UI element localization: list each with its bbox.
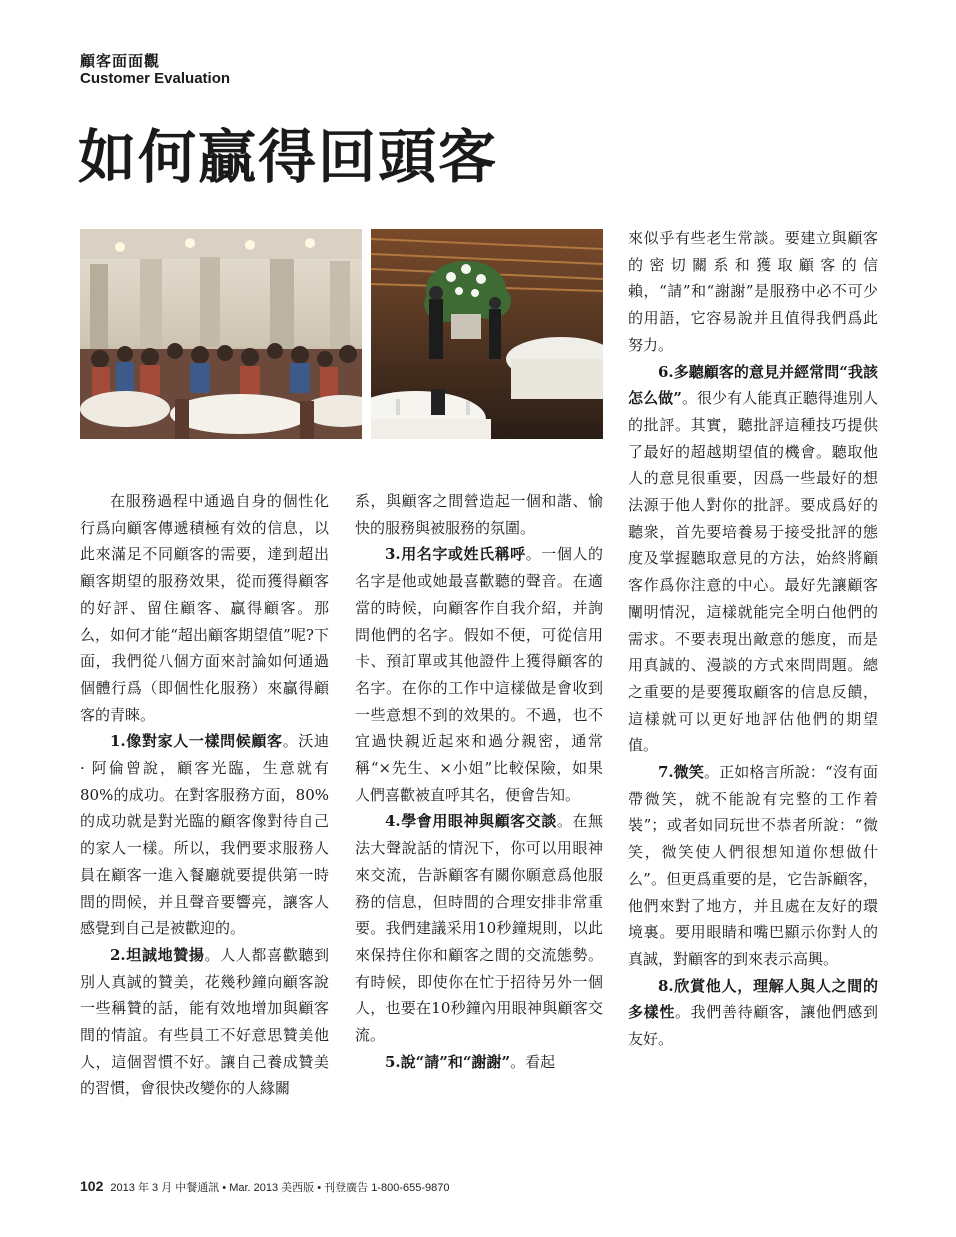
page-number: 102 xyxy=(80,1178,104,1194)
intro-paragraph: 在服務過程中通過自身的個性化行爲向顧客傳遞積極有效的信息，以此來滿足不同顧客的需要，達到超出顧客期望的服務效果，從而獲得顧客的好評、留住顧客、贏得顧客。那么，如何才能“超出顧客期望值”呢?下面，我們從八個方面來討論如何通過個體行爲（即個性化服務）來贏得顧客的青睞。 xyxy=(80,492,329,724)
tip-6-paragraph xyxy=(628,359,878,760)
tip-6-heading: 6.多聽顧客的意見并經常問“我該怎么做” xyxy=(628,362,878,408)
tip-2-continuation: 系，與顧客之間營造起一個和諧、愉快的服務與被服務的氛圍。 xyxy=(355,492,603,537)
tip-1-heading: 1.像對家人一樣問候顧客 xyxy=(110,732,283,751)
article-column-2 xyxy=(355,488,603,1075)
footer-text: 2013 年 3 月 中餐通訊 • Mar. 2013 美西版 • 刊登廣告 1-800-655-9870 xyxy=(110,1182,450,1194)
tip-4-heading: 4.學會用眼神與顧客交談 xyxy=(385,812,557,831)
tip-4-body: 。在無法大聲說話的情況下，你可以用眼神來交流，告訴顧客有關你願意爲他服務的信息，但時間的合理安排非常重要。我們建議采用10秒鐘規則，以此來保持住你和顧客之間的交流態勢。有時候，即使你在忙于招待另外一個人，也要在10秒鐘內用眼神與顧客交流。 xyxy=(355,812,603,1045)
tip-3-heading: 3.用名字或姓氏稱呼 xyxy=(385,545,526,564)
page-footer xyxy=(80,1178,449,1195)
restaurant-dining-room-photo xyxy=(371,229,603,439)
tip-8-heading: 8.欣賞他人，理解人與人之間的多樣性 xyxy=(628,976,878,1022)
section-label-zh: 顧客面面觀 xyxy=(80,52,161,70)
tip-3-body: 。一個人的名字是他或她最喜歡聽的聲音。在適當的時候，向顧客作自我介紹，并詢問他們的名字。假如不便，可從信用卡、預訂單或其他證件上獲得顧客的名字。在你的工作中這樣做是會收到一些意想不到的效果的。不過，也不宜過快親近起來和過分親密，通常稱“×先生、×小姐”比較保險，如果人們喜歡被直呼其名，便會告知。 xyxy=(355,545,603,804)
tip-7-heading: 7.微笑 xyxy=(658,763,705,782)
tip-2-body: 。人人都喜歡聽到別人真誠的贊美，花幾秒鐘向顧客說一些稱贊的話，能有效地增加與顧客間的情誼。有些員工不好意思贊美他人，這個習慣不好。讓自己養成贊美的習慣，會很快改變你的人緣關 xyxy=(80,945,329,1098)
tip-7-body: 。正如格言所說：“沒有面帶微笑，就不能說有完整的工作着裝”；或者如同玩世不恭者所說：“微笑，微笑使人們很想知道你想做什么”。但更爲重要的是，它告訴顧客，他們來對了地方，并且處在友好的環境裏。要用眼睛和嘴巴顯示你對人的真誠，對顧客的到來表示高興。 xyxy=(628,763,878,968)
tip-8-body: 。我們善待顧客，讓他們感到友好。 xyxy=(628,1003,878,1049)
tip-8-paragraph xyxy=(628,973,878,1053)
tip-5-body: 。看起 xyxy=(510,1052,556,1071)
tip-5-paragraph xyxy=(355,1049,603,1076)
tip-6-body: 。很少有人能真正聽得進別人的批評。其實，聽批評這種技巧提供了最好的超越期望值的機會。聽取他人的意見很重要，因爲一些最好的想法源于他人對你的批評。要成爲好的聽衆，首先要培養易于接受批評的態度及掌握聽取意見的方法，始終將顧客作爲你注意的中心。最好先讓顧客闡明情況，這樣就能完全明白他們的需求。不要表現出敵意的態度，而是用真誠的、漫談的方式來問問題。總之重要的是要獲取顧客的信息反饋，這樣就可以更好地評估他們的期望值。 xyxy=(628,389,878,755)
article-title: 如何贏得回頭客 xyxy=(78,123,499,191)
restaurant-banquet-photo xyxy=(80,229,362,439)
tip-2-heading: 2.坦誠地贊揚 xyxy=(110,945,205,964)
tip-1-body: 。沃迪 · 阿倫曾說，顧客光臨，生意就有80%的成功。在對客服務方面，80%的成功就是對光臨的顧客像對待自己的家人一樣。所以，我們要求服務人員在顧客一進入餐廳就要提供第一時間的問候，并且聲音要響亮，讓客人感覺到自己是被歡迎的。 xyxy=(80,732,329,938)
tip-1-paragraph xyxy=(80,728,329,942)
tip-5-heading: 5.說“請”和“謝謝” xyxy=(385,1052,511,1071)
tip-3-paragraph xyxy=(355,541,603,808)
article-column-3 xyxy=(628,225,878,1053)
article-column-1 xyxy=(80,488,329,1102)
section-label-en: Customer Evaluation xyxy=(80,70,231,87)
tip-5-continuation: 來似乎有些老生常談。要建立與顧客的密切關系和獲取顧客的信賴，“請”和“謝謝”是服務中必不可少的用語，它容易說并且值得我們爲此努力。 xyxy=(628,229,878,354)
tip-2-paragraph xyxy=(80,942,329,1102)
tip-4-paragraph xyxy=(355,808,603,1048)
tip-7-paragraph xyxy=(628,759,878,973)
